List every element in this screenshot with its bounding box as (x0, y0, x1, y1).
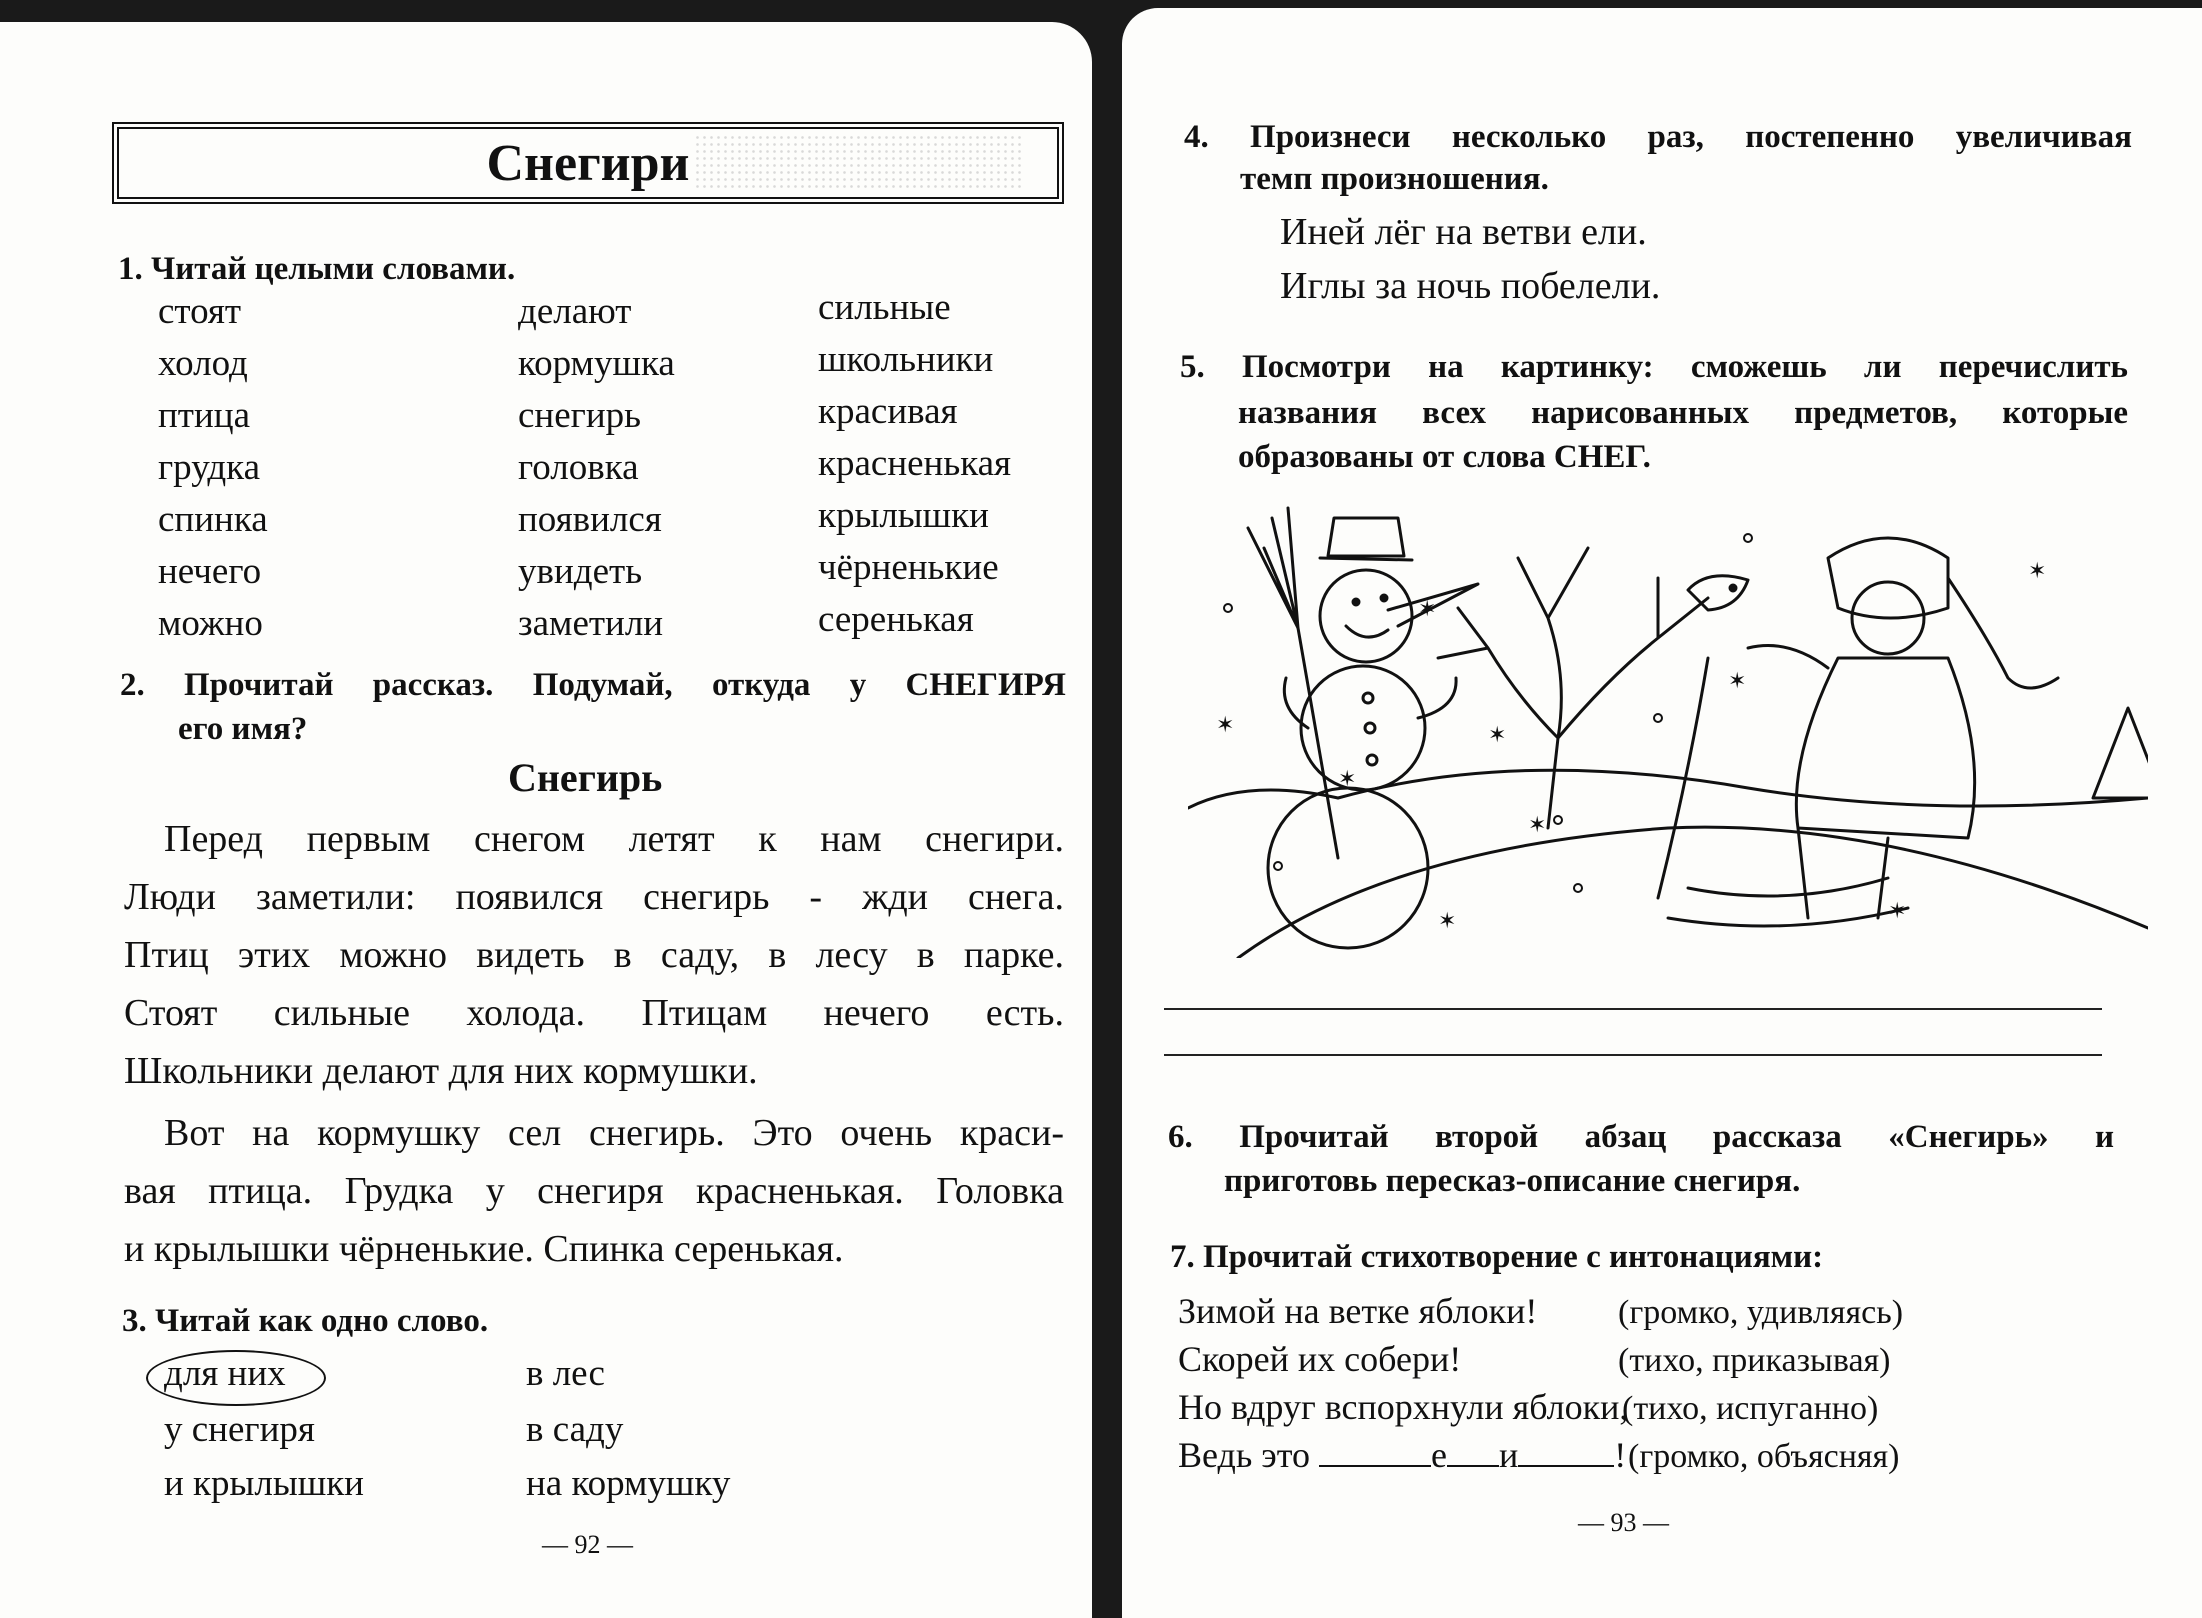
word: заметили (518, 603, 664, 644)
svg-text:✶: ✶ (1488, 723, 1507, 748)
title-texture (694, 134, 1024, 190)
story-paragraph-1 (124, 810, 1064, 1100)
word: красивая (818, 391, 958, 432)
word: серенькая (818, 599, 974, 640)
poem-note: (громко, удивляясь) (1618, 1294, 1904, 1331)
poem-line-with-blanks (1178, 1434, 1626, 1476)
poem-text: ! (1614, 1435, 1627, 1475)
word: можно (158, 603, 263, 644)
hill-line (1338, 770, 2148, 806)
title-box (112, 122, 1064, 204)
blank (1447, 1435, 1499, 1467)
paragraph-line: Школьники делают для них кормушки. (124, 1050, 758, 1092)
task-6-line-2: приготовь пересказ-описание снегиря. (1224, 1163, 1801, 1199)
svg-text:✶: ✶ (1438, 909, 1457, 934)
paragraph-line: вая птица. Грудка у снегиря красненькая. Головка (124, 1170, 1064, 1212)
paragraph-line: Вот на кормушку сел снегирь. Это очень краси- (164, 1112, 1064, 1154)
word: крылышки (818, 495, 989, 536)
word: сильные (818, 287, 951, 328)
right-page (1122, 8, 2202, 1618)
phrase: в саду (526, 1409, 624, 1450)
word: кормушка (518, 343, 675, 384)
poem-line: Скорей их собери! (1178, 1339, 1462, 1379)
word: стоят (158, 291, 242, 332)
page-title: Снегири (486, 134, 690, 192)
svg-text:✶: ✶ (1418, 597, 1437, 622)
blank (1319, 1435, 1431, 1467)
left-page (0, 22, 1092, 1618)
word: школьники (818, 339, 994, 380)
paragraph-line: Люди заметили: появился снегирь - жди снега. (124, 876, 1064, 918)
word: птица (158, 395, 250, 436)
task-4-line-1: 4. Произнеси несколько раз, постепенно увеличивая (1184, 119, 2132, 155)
story-paragraph-2 (124, 1104, 1064, 1278)
poem-line: Зимой на ветке яблоки! (1178, 1291, 1538, 1331)
svg-text:✶: ✶ (1528, 813, 1547, 838)
task-4-line-2: темп произношения. (1240, 161, 1549, 197)
tongue-twister-line: Иней лёг на ветви ели. (1280, 211, 1647, 253)
tongue-twister-line: Иглы за ночь побелели. (1280, 265, 1661, 307)
pine-tree (2093, 708, 2148, 798)
word: грудка (158, 447, 261, 488)
task-5-line-3: образованы от слова СНЕГ. (1238, 439, 1651, 475)
story-title: Снегирь (508, 755, 663, 800)
word: делают (518, 291, 632, 332)
answer-line (1164, 1054, 2102, 1056)
svg-text:✶: ✶ (2028, 559, 2047, 584)
phrase: в лес (526, 1353, 605, 1394)
hill-line (1238, 827, 2148, 958)
word: чёрненькие (818, 547, 999, 588)
answer-line (1164, 1008, 2102, 1010)
word: холод (158, 343, 248, 384)
snowman (1248, 508, 1478, 948)
poem-note: (тихо, приказывая) (1618, 1342, 1891, 1379)
svg-text:✶: ✶ (1338, 767, 1357, 792)
page-number: — 93 — (1578, 1508, 1669, 1537)
word: появился (518, 499, 662, 540)
phrase: на кормушку (526, 1463, 731, 1504)
task-1-label: 1. Читай целыми словами. (118, 251, 516, 287)
task-2-line-1: 2. Прочитай рассказ. Подумай, откуда у СНЕГИРЯ (120, 667, 1066, 703)
svg-text:✶: ✶ (1728, 669, 1747, 694)
task-7-label: 7. Прочитай стихотворение с интонациями: (1170, 1239, 1824, 1275)
word: спинка (158, 499, 268, 540)
phrase: и крылышки (164, 1463, 364, 1504)
word: красненькая (818, 443, 1012, 484)
poem-letter: е (1430, 1435, 1447, 1475)
task-5-line-2: названия всех нарисованных предметов, которые (1238, 395, 2128, 431)
poem-note: (громко, объясняя) (1628, 1438, 1900, 1475)
poem-note: (тихо, испуганно) (1622, 1390, 1879, 1427)
paragraph-line: Птиц этих можно видеть в саду, в лесу в парке. (124, 934, 1064, 976)
word: нечего (158, 551, 262, 592)
hill-line (1188, 790, 1338, 808)
winter-illustration (1188, 498, 2148, 958)
blank (1518, 1435, 1614, 1467)
paragraph-line: Перед первым снегом летят к нам снегири. (164, 818, 1064, 860)
poem-letter: и (1498, 1435, 1519, 1475)
page-number: — 92 — (542, 1530, 633, 1559)
word: снегирь (518, 395, 641, 436)
snowflakes (1216, 534, 2046, 934)
task-3-label: 3. Читай как одно слово. (122, 1303, 489, 1339)
task-2-line-2: его имя? (178, 711, 308, 747)
poem-line: Но вдруг вспорхнули яблоки, (1178, 1387, 1629, 1427)
paragraph-line: Стоят сильные холода. Птицам нечего есть. (124, 992, 1064, 1034)
task-6-line-1: 6. Прочитай второй абзац рассказа «Снегирь» и (1168, 1119, 2114, 1155)
task-5-line-1: 5. Посмотри на картинку: сможешь ли перечислить (1180, 349, 2128, 385)
poem-text: Ведь это (1178, 1435, 1319, 1475)
svg-text:✶: ✶ (1216, 713, 1235, 738)
phrase: у снегиря (164, 1409, 315, 1450)
svg-text:✶: ✶ (1888, 899, 1907, 924)
word: увидеть (518, 551, 643, 592)
word: головка (518, 447, 639, 488)
girl-on-sled (1658, 538, 2058, 926)
paragraph-line: и крылышки чёрненькие. Спинка серенькая. (124, 1228, 844, 1270)
phrase: для них (164, 1353, 286, 1394)
